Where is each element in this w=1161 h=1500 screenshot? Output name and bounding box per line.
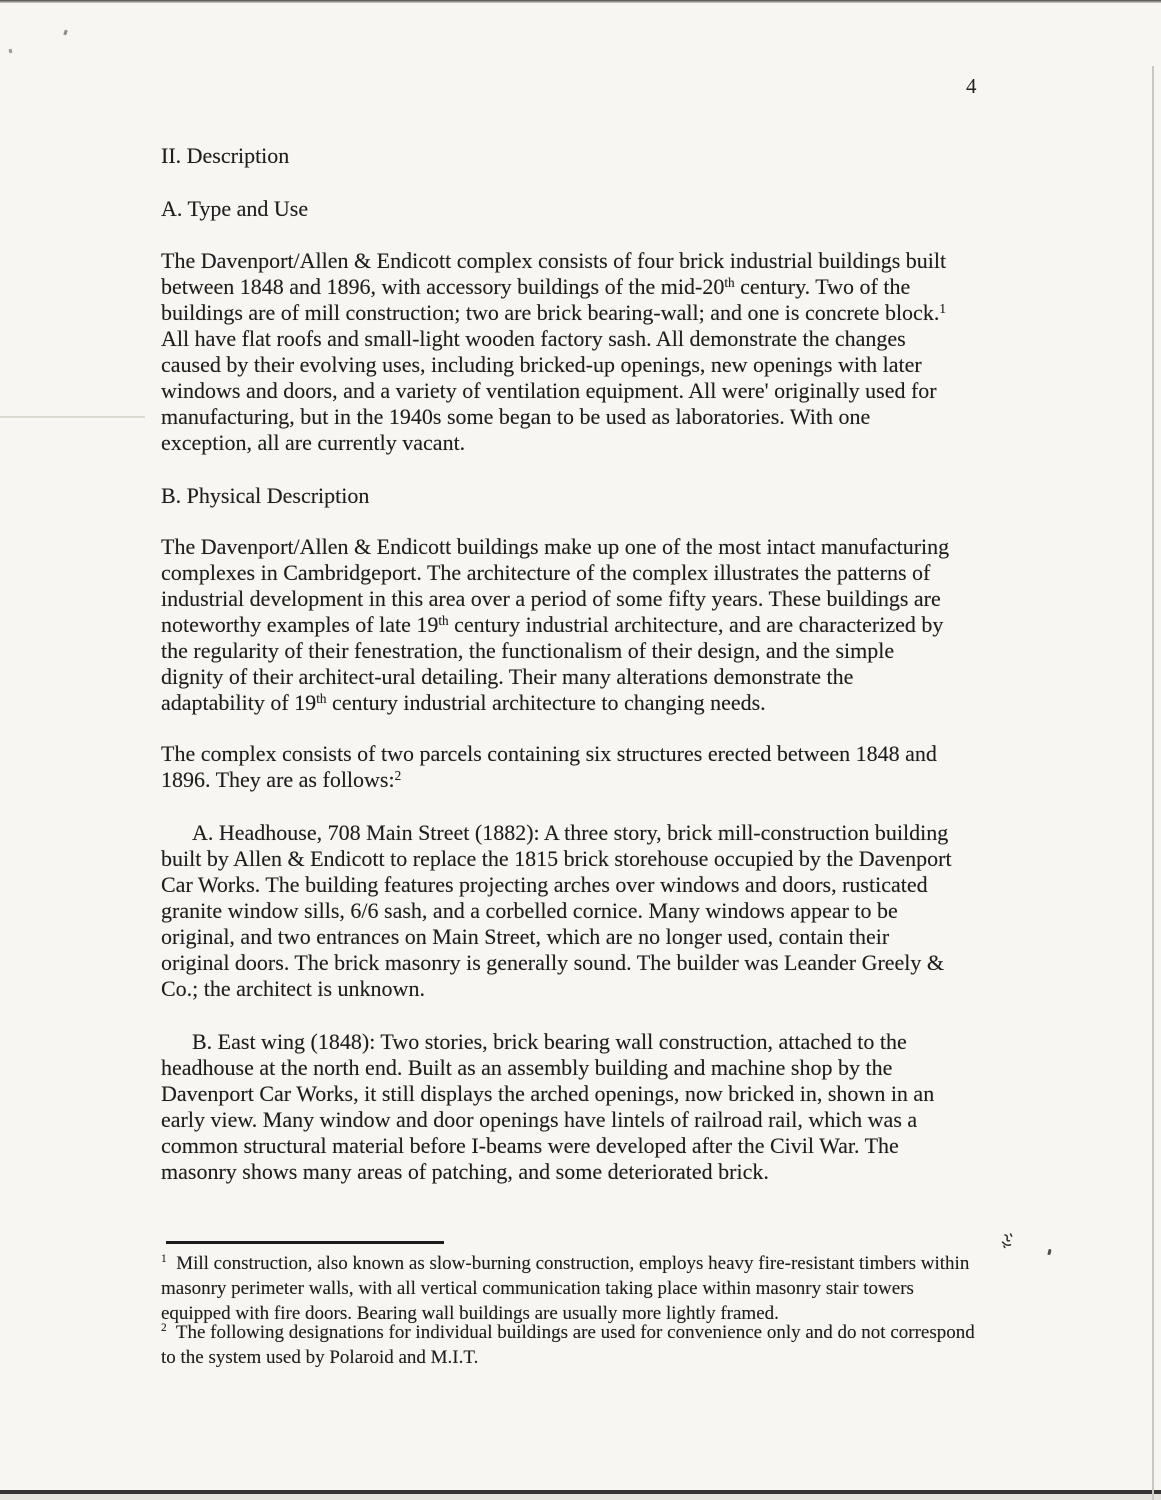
superscript: th (316, 691, 327, 706)
text-run: early view. Many window and door openings have lintels of railroad rail, which was a (161, 1107, 918, 1132)
text-line (161, 248, 946, 274)
text-run: windows and doors, and a variety of ventilation equipment. All were' originally used for (161, 378, 937, 403)
text-line (161, 690, 949, 716)
superscript: th (438, 613, 449, 628)
superscript: th (724, 275, 735, 290)
text-run: masonry shows many areas of patching, and some deteriorated brick. (161, 1159, 769, 1184)
text-line (161, 1251, 969, 1276)
text-run: original, and two entrances on Main Street, which are no longer used, contain their (161, 924, 890, 949)
text-run: 1896. They are as follows: (161, 767, 395, 792)
text-run: A. Headhouse, 708 Main Street (1882): A three story, brick mill-construction building (192, 820, 949, 845)
text-run: The Davenport/Allen & Endicott complex consists of four brick industrial buildings built (161, 248, 947, 273)
text-line (161, 846, 952, 872)
text-line (161, 1159, 934, 1185)
text-line (161, 274, 946, 300)
text-run: original doors. The brick masonry is generally sound. The builder was Leander Greely & (161, 950, 945, 975)
speck-artifact (63, 30, 68, 36)
scan-edge-bottom-pale-artifact (0, 1494, 1161, 1500)
text-run: the regularity of their fenestration, the functionalism of their design, and the simple (161, 638, 895, 663)
text-line (161, 1107, 934, 1133)
heading-ii-description (161, 143, 289, 169)
speck-artifact (1047, 1249, 1051, 1255)
text-run: equipped with fire doors. Bearing wall buildings are usually more lightly framed. (161, 1303, 779, 1324)
para-east-wing (161, 1029, 934, 1185)
text-line (161, 196, 308, 222)
text-line (161, 300, 946, 326)
text-line (161, 820, 952, 846)
ink-smudge-artifact (999, 1232, 1015, 1252)
text-run: Co.; the architect is unknown. (161, 976, 425, 1001)
text-line (161, 924, 952, 950)
scan-edge-right-artifact (1152, 66, 1154, 1500)
text-run: B. Physical Description (161, 483, 370, 508)
superscript: 2 (161, 1322, 167, 1334)
text-run: buildings are of mill construction; two are brick bearing-wall; and one is concrete block. (161, 300, 940, 325)
text-run: masonry perimeter walls, with all vertical communication taking place within masonry stair towers (161, 1278, 914, 1299)
footnote-2 (161, 1320, 975, 1370)
heading-b-physical-description (161, 483, 369, 509)
text-run: manufacturing, but in the 1940s some began to be used as laboratories. With one (161, 404, 871, 429)
text-line (161, 143, 289, 169)
text-line (161, 1029, 934, 1055)
text-line (161, 1320, 975, 1345)
superscript: 2 (394, 768, 402, 783)
text-run: headhouse at the north end. Built as an assembly building and machine shop by the (161, 1055, 893, 1080)
text-line (161, 741, 937, 767)
text-line (161, 612, 949, 638)
text-run: The Davenport/Allen & Endicott buildings make up one of the most intact manufacturing (161, 534, 950, 559)
text-run: dignity of their architect-ural detailing. Their many alterations demonstrate the (161, 664, 854, 689)
para-headhouse (161, 820, 952, 1002)
text-line (161, 534, 949, 560)
text-run: between 1848 and 1896, with accessory buildings of the mid-20 (161, 274, 725, 299)
text-run: Davenport Car Works, it still displays the arched openings, now bricked in, shown in an (161, 1081, 935, 1106)
text-line (161, 638, 949, 664)
text-line (161, 1055, 934, 1081)
text-line (161, 430, 946, 456)
text-run: century. Two of the (734, 274, 911, 299)
superscript: 1 (161, 1253, 167, 1265)
text-run: exception, all are currently vacant. (161, 430, 466, 455)
footnote-1 (161, 1251, 969, 1326)
text-run: B. East wing (1848): Two stories, brick bearing wall construction, attached to the (192, 1029, 907, 1054)
heading-a-type-and-use (161, 196, 308, 222)
para-physical-description (161, 534, 949, 716)
text-run: The following designations for individual buildings are used for convenience only and do not correspond (166, 1322, 975, 1343)
text-line (161, 1081, 934, 1107)
crease-line-artifact (0, 416, 145, 418)
text-line (161, 898, 952, 924)
text-run: built by Allen & Endicott to replace the 1815 brick storehouse occupied by the Davenport (161, 846, 952, 871)
text-run: Car Works. The building features projecting arches over windows and doors, rusticated (161, 872, 928, 897)
page-number: 4 (966, 74, 977, 98)
text-run: adaptability of 19 (161, 690, 317, 715)
text-line (161, 586, 949, 612)
scan-edge-top-artifact (0, 0, 1161, 3)
text-run: century industrial architecture, and are characterized by (448, 612, 944, 637)
text-run: complexes in Cambridgeport. The architecture of the complex illustrates the patterns of (161, 560, 931, 585)
text-line (161, 1276, 969, 1301)
text-line (161, 352, 946, 378)
text-line (161, 1345, 975, 1370)
text-line (161, 872, 952, 898)
text-run: industrial development in this area over a period of some fifty years. These buildings are (161, 586, 941, 611)
text-line (161, 404, 946, 430)
text-line (161, 1133, 934, 1159)
text-line (161, 560, 949, 586)
text-run: common structural material before I-beams were developed after the Civil War. The (161, 1133, 899, 1158)
text-line (161, 664, 949, 690)
para-complex-consists (161, 741, 937, 793)
text-run: noteworthy examples of late 19 (161, 612, 439, 637)
text-line (161, 378, 946, 404)
text-run: century industrial architecture to changing needs. (326, 690, 766, 715)
text-run: All have flat roofs and small-light wooden factory sash. All demonstrate the changes (161, 326, 906, 351)
text-run: A. Type and Use (161, 196, 309, 221)
para-type-and-use (161, 248, 946, 456)
text-line (161, 767, 937, 793)
superscript: 1 (939, 301, 946, 316)
text-run: The complex consists of two parcels containing six structures erected between 1848 and (161, 741, 937, 766)
text-run: caused by their evolving uses, including bricked-up openings, new openings with later (161, 352, 922, 377)
text-run: granite window sills, 6/6 sash, and a corbelled cornice. Many windows appear to be (161, 898, 898, 923)
text-run: II. Description (161, 143, 290, 168)
text-line (161, 950, 952, 976)
text-run: Mill construction, also known as slow-burning construction, employs heavy fire-resistant timbers within (166, 1253, 970, 1274)
text-line (161, 326, 946, 352)
footnote-separator-rule (166, 1241, 444, 1244)
text-line (161, 483, 369, 509)
speck-artifact (9, 49, 13, 54)
text-line (161, 976, 952, 1002)
text-run: to the system used by Polaroid and M.I.T. (161, 1347, 479, 1368)
